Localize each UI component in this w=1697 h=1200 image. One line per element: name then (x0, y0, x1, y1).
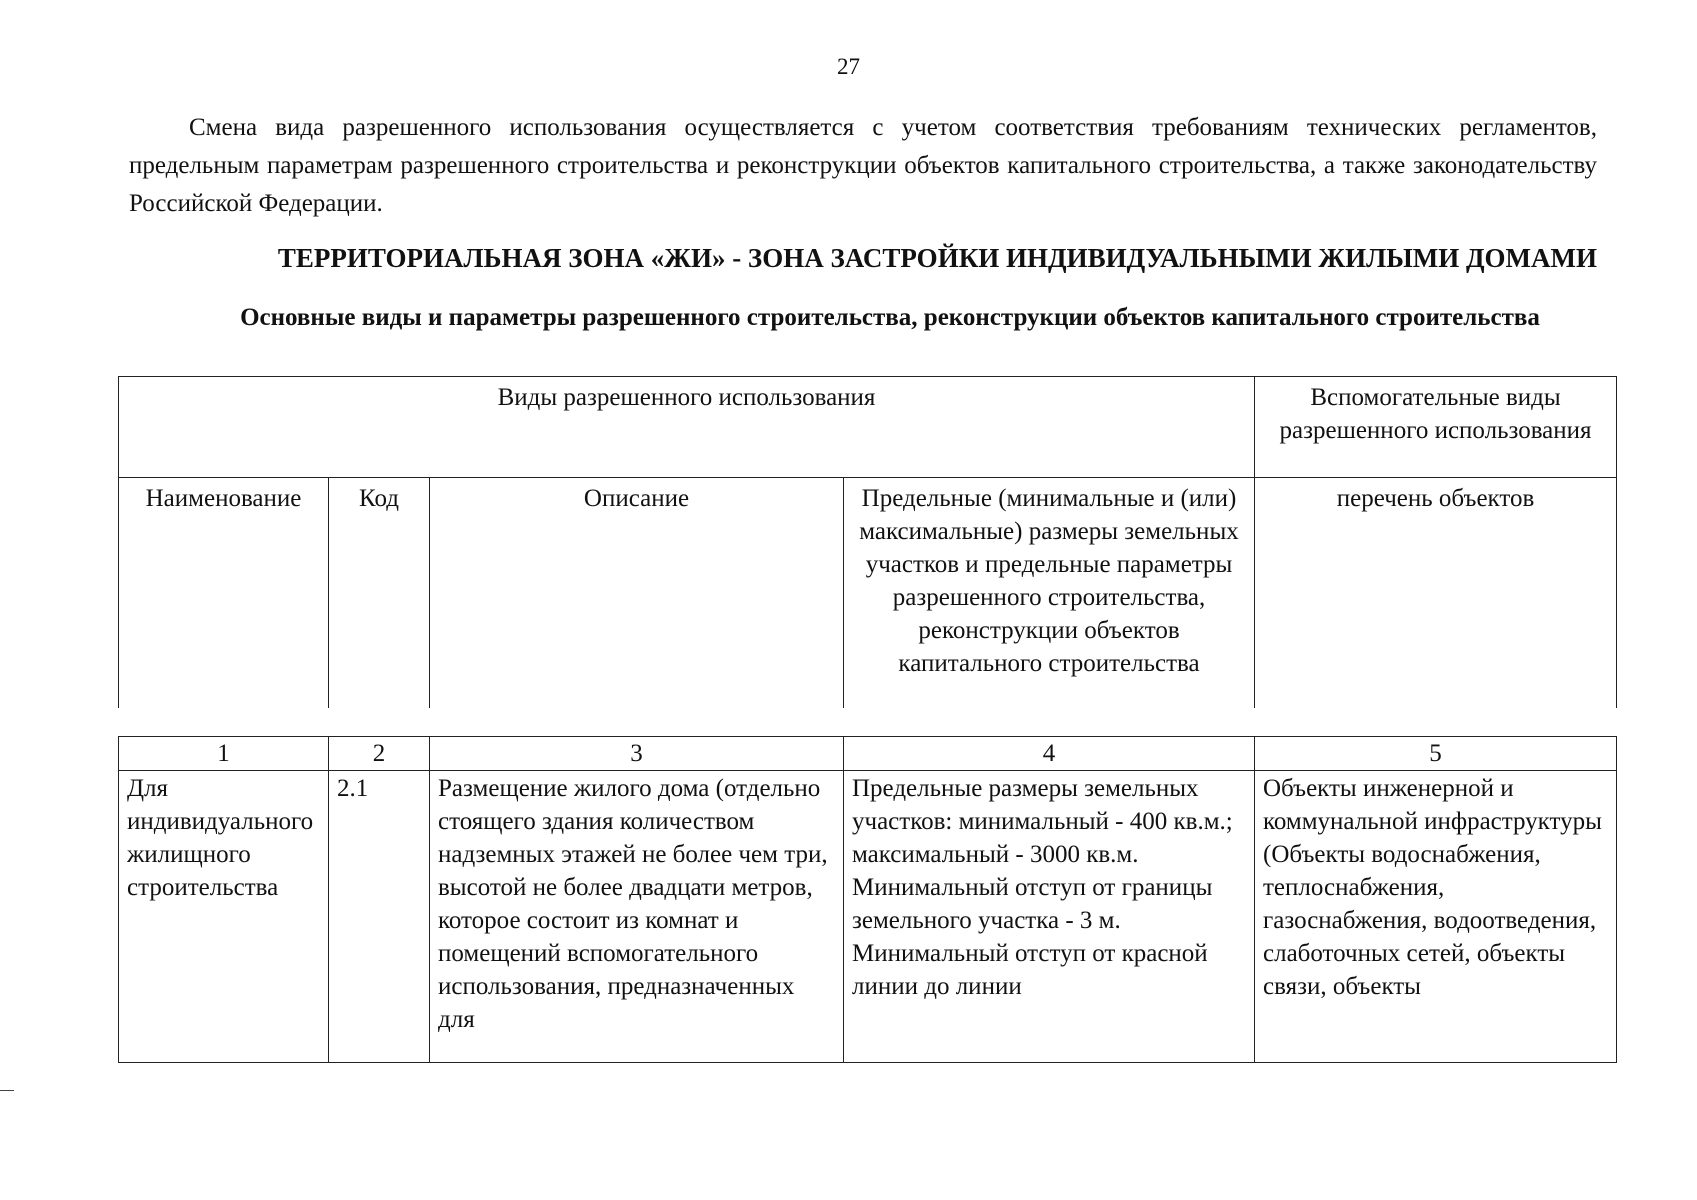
cell-code: 2.1 (337, 775, 369, 802)
column-number: 5 (1255, 737, 1617, 771)
cell-aux-objects: Объекты инженерной и коммунальной инфраструктуры (Объекты водоснабжения, теплоснабжения, газоснабжения, водоотведения, слаботочных сетей, объекты связи, объекты (1263, 775, 1602, 1000)
margin-mark (0, 1090, 14, 1091)
column-number: 2 (329, 737, 430, 771)
column-number: 1 (119, 737, 329, 771)
column-header-description: Описание (430, 478, 844, 709)
column-header-params: Предельные (минимальные и (или) максимальные) размеры земельных участков и предельные параметры разрешенного строительства, реконструкции объектов капитального строительства (844, 478, 1255, 709)
column-header-aux-list: перечень объектов (1255, 478, 1617, 709)
table-row (119, 771, 1617, 1063)
main-group-header: Виды разрешенного использования (119, 377, 1255, 478)
data-table (118, 736, 1617, 1063)
column-number: 3 (430, 737, 844, 771)
aux-group-header: Вспомогательные виды разрешенного использования (1255, 377, 1617, 478)
column-header-code: Код (329, 478, 430, 709)
cell-params: Предельные размеры земельных участков: минимальный - 400 кв.м.; максимальный - 3000 кв.м. Минимальный отступ от границы земельного участка - 3 м. Минимальный отступ от красной линии до линии (852, 775, 1233, 1000)
page-number: 27 (837, 54, 860, 79)
cell-name: Для индивидуального жилищного строительства (127, 775, 314, 901)
column-header-name: Наименование (119, 478, 329, 709)
section-title: Основные виды и параметры разрешенного строительства, реконструкции объектов капитального строительства (240, 304, 1540, 331)
intro-paragraph: Смена вида разрешенного использования осуществляется с учетом соответствия требованиям технических регламентов, предельным параметрам разрешенного строительства и реконструкции объектов капитального строительства, а также законодательству Российской Федерации. (129, 114, 1597, 217)
column-number: 4 (844, 737, 1255, 771)
cell-description: Размещение жилого дома (отдельно стоящего здания количеством надземных этажей не более чем три, высотой не более двадцати метров, которое состоит из комнат и помещений вспомогательного использования, предназначенных для (438, 775, 828, 1033)
zone-title: ТЕРРИТОРИАЛЬНАЯ ЗОНА «ЖИ» - ЗОНА ЗАСТРОЙКИ ИНДИВИДУАЛЬНЫМИ ЖИЛЫМИ ДОМАМИ (277, 243, 1597, 273)
header-table (118, 376, 1617, 708)
